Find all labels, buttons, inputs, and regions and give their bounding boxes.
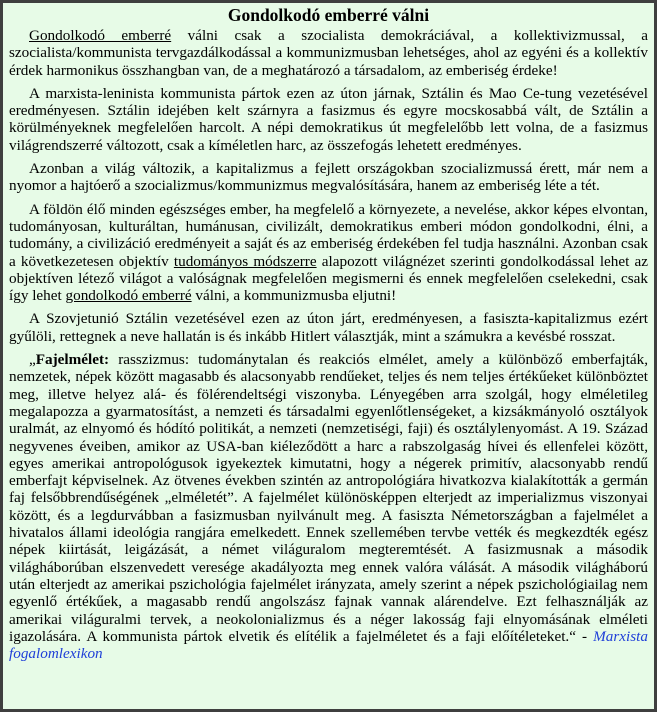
source-link[interactable]: Marxista fogalomlexikon [9, 627, 648, 663]
close-quote: “ - [569, 627, 594, 645]
link-gondolkodo-emberre[interactable]: Gondolkodó emberré [29, 27, 172, 44]
paragraph-text: A földön élő minden egészséges ember, ha megfelelő a környezete, a nevelése, akkor képes elvontan, tudományosan, kulturáltan, humánusan, civilizált, demokratikus emberi módon gondolkodni, élni, a tudomány, a civilizáció eredményeit a saját és az emberiség érdekében fel tudja használni. Azonban csak a következetesen objektív [9, 200, 648, 270]
article-body [3, 3, 654, 662]
paragraph-text: alapozott világnézet szerinti gondolkodással lehet az objektíven létező világot a valóságnak megfelelően megismerni és ennek megfelelően cselekedni, csak így lehet [9, 252, 649, 305]
paragraph-text: válni csak a szocialista demokráciával, a kollektivizmussal, a szocialista/kommunista tervgazdálkodással a kommunizmusban lehetséges, ahol az egyéni és a kollektív érdek harmonikus összhangban van, de a meghatározó a társadalom, az emberiség érdeke! [9, 27, 648, 79]
link-gondolkodo-emberre-2[interactable]: gondolkodó emberré [65, 287, 192, 305]
paragraph-3: Azonban a világ változik, a kapitalizmus a fejlett országokban szocializmussá érett, már nem a nyomor a hajtóerő a szocializmus/kommunizmus megvalósítására, hanem az emberiség léte a tét. [9, 160, 648, 195]
open-quote: „ [29, 351, 36, 369]
quote-paragraph [9, 351, 648, 662]
paragraph-5: A Szovjetunió Sztálin vezetésével ezen az úton járt, eredményesen, a fasiszta-kapitalizmus ezért gyűlöli, rettegnek a neve hallatán is és inkább Hitlert választják, mint a számukra a kevésbé rosszat. [9, 310, 648, 345]
link-tudomanyos-modszer[interactable]: tudományos módszerre [173, 252, 317, 270]
article-title: Gondolkodó emberré válni [227, 5, 430, 25]
paragraph-2: A marxista-leninista kommunista pártok ezen az úton járnak, Sztálin és Mao Ce-tung vezetésével eredményesen. Sztálin idejében kelt szárnyra a fasizmus és egyre mocskosabbá vált, de Sztálin a körülményeknek megfelelően harcolt. A népi demokratikus út megfelelőbb lett volna, de a fasizmus világrendszerré változott, csak a kíméletlen harc, az összefogás lehetett eredményes. [9, 84, 648, 154]
paragraph-text: válni, a kommunizmusba eljutni! [191, 287, 397, 305]
paragraph-4 [9, 201, 648, 305]
quote-term: Fajelmélet: [35, 351, 110, 369]
quote-text: rasszizmus: tudománytalan és reakciós elmélet, amely a különböző emberfajták, nemzetek, népek között magasabb és alacsonyabb rendűeket, teljes és nem teljes értékűeket különböztet meg, illetve helyez alá- és fölérendeltségi viszonyba. Lényegében arra szolgál, hogy elméletileg megalapozza a gyarmatosítást, a nemzeti és társadalmi egyenlőtlenségeket, a kizsákmányoló osztályok uralmát, az elnyomó és hódító politikát, a nemzeti (nemzetiségi, faji) és osztálylenyomást. A 19. Század negyvenes éveiben, amikor az USA-ban kiéleződött a harc a rabszolgaság hívei és ellenfelei között, egyes amerikai antropológusok igyekeztek kimutatni, hogy a négerek primitív, alacsonyabb rendű emberfajt képviselnek. Az ötvenes években szintén az antropológiára hivatkozva kialakították a germán faj felsőbbrendűségének „elméletét”. A fajelmélet különösképpen elterjedt az imperializmus viszonyai között, és a legdurvábban a fasizmusban nyilvánult meg. A fasiszta Németországban a fajelmélet a hivatalos állami ideológia rangjára emelkedett. Ennek szellemében tervbe vették és megkezdték egész népek kiirtását, leigázását, a német világuralom megteremtését. A fasizmusnak a második világháborúban elszenvedett veresége akadályozta meg ennek valóra válását. A második világháború után elterjedt az amerikai pszichológia fajelmélet irányzata, amely szerint a népek pszichológiailag nem egyenlő értékűek, a magasabb rendű angolszász fajnak vannak alárendelve. Ezt felhasználják az amerikai világuralmi tervek, a neokolonializmus és a néger lakosság faji elnyomásának elméleti igazolására. A kommunista pártok elvetik és elítélik a fajelméletet és a faji előítéleteket. [9, 351, 648, 645]
paragraph-1 [9, 27, 648, 79]
